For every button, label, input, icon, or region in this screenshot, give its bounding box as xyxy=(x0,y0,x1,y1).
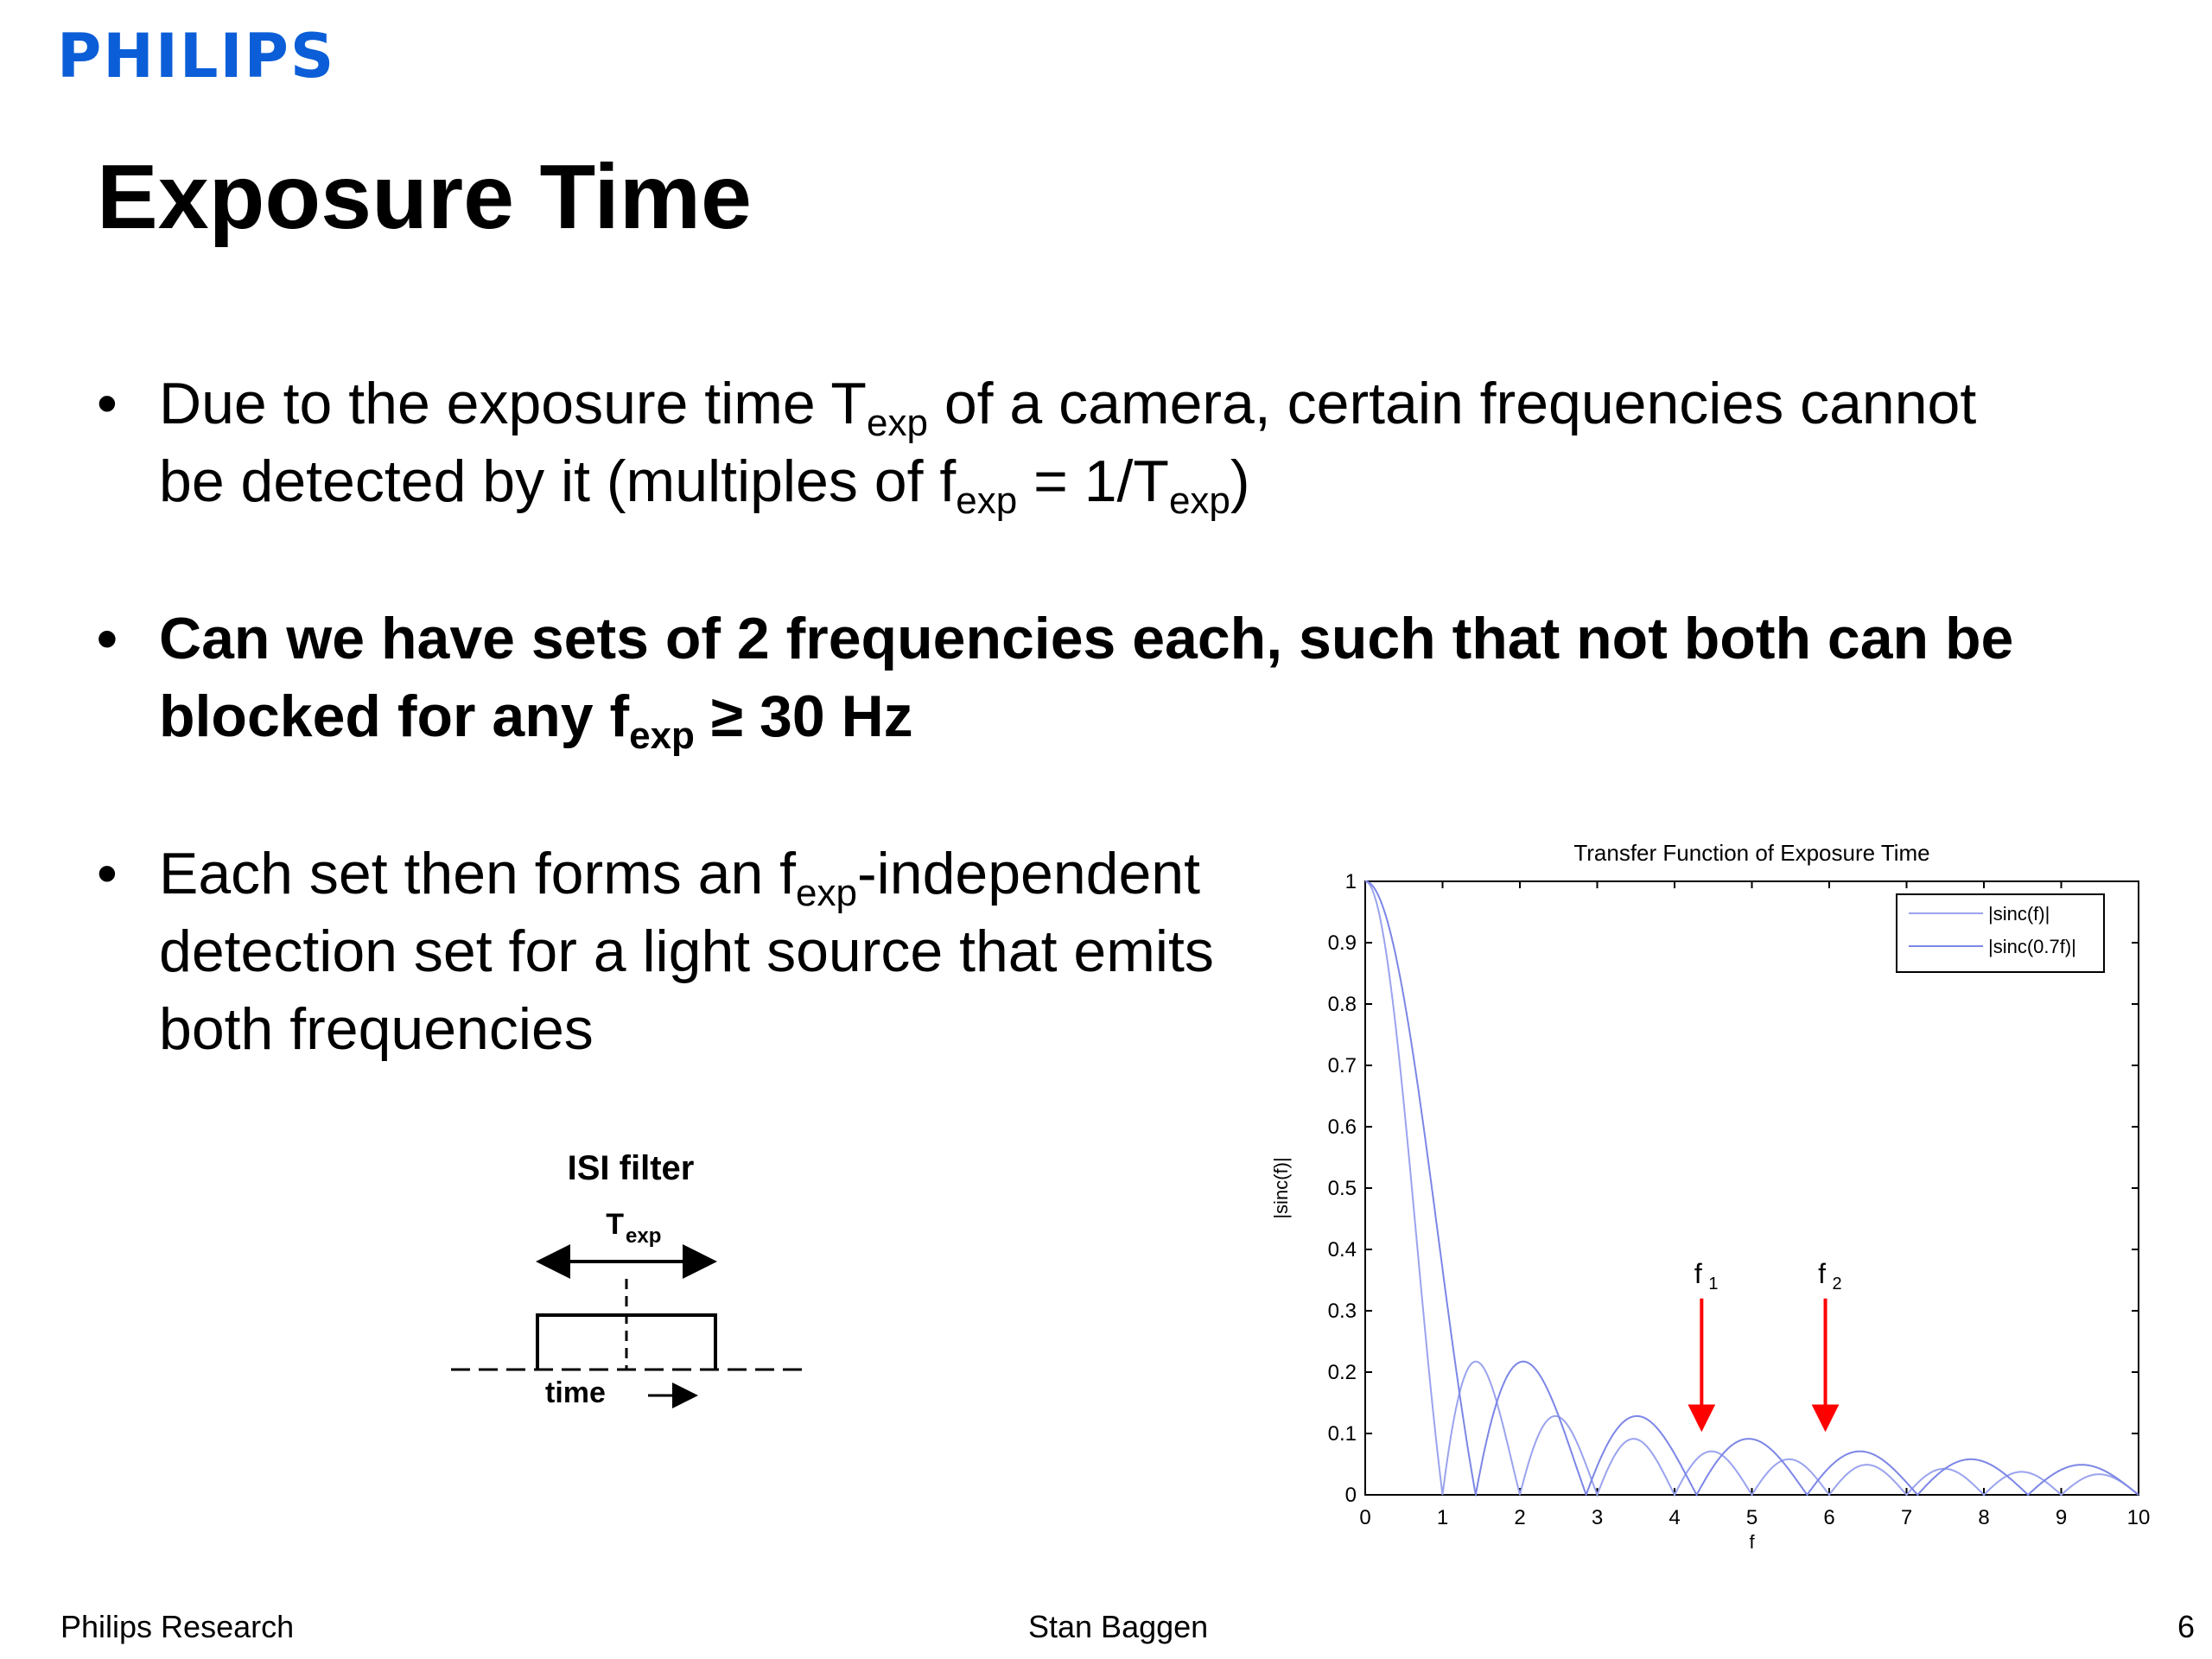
plot-frame xyxy=(1365,881,2139,1495)
marker-label: f xyxy=(1694,1258,1702,1290)
transfer-function-chart xyxy=(1262,830,2160,1564)
text-run: of a camera, certain frequencies cannot xyxy=(927,371,1977,436)
footer-page-number: 6 xyxy=(2177,1609,2196,1644)
bullet-marker: • xyxy=(97,371,118,436)
bullet-1-text xyxy=(159,365,1976,520)
series-line-0 xyxy=(1365,881,2139,1495)
bullet-3-text xyxy=(159,835,1214,1068)
series-line-1 xyxy=(1365,881,2139,1495)
marker-label: f xyxy=(1818,1258,1826,1290)
text-run: Can we have sets of 2 frequencies each, such that not both can be xyxy=(159,606,2014,671)
legend-entry: |sinc(f)| xyxy=(1988,903,2050,925)
text-run: blocked for any f xyxy=(159,683,630,749)
x-tick-label: 8 xyxy=(1978,1506,1990,1529)
isi-filter-diagram xyxy=(432,1141,830,1426)
bullet-marker: • xyxy=(97,606,118,671)
x-tick-label: 3 xyxy=(1591,1506,1604,1529)
y-tick-label: 0.1 xyxy=(1327,1422,1357,1446)
y-tick-label: 0.6 xyxy=(1327,1116,1357,1139)
time-label: time xyxy=(545,1376,606,1409)
text-run: = 1/T xyxy=(1017,448,1169,514)
y-tick-label: 0.9 xyxy=(1327,931,1357,955)
chart-title: Transfer Function of Exposure Time xyxy=(1573,840,1930,866)
x-axis-label: f xyxy=(1749,1531,1755,1553)
y-tick-label: 1 xyxy=(1344,870,1357,893)
text-run: Each set then forms an f xyxy=(159,841,797,906)
subscript: exp xyxy=(1168,480,1230,522)
x-tick-label: 2 xyxy=(1514,1506,1526,1529)
subscript: exp xyxy=(796,872,857,914)
bullet-line xyxy=(159,600,2013,677)
isi-filter-title: ISI filter xyxy=(567,1149,695,1187)
subscript: exp xyxy=(956,480,1018,522)
y-tick-label: 0.5 xyxy=(1327,1177,1357,1200)
x-tick-label: 5 xyxy=(1745,1506,1758,1529)
bullet-line xyxy=(159,990,1214,1068)
x-tick-label: 4 xyxy=(1669,1506,1681,1529)
text-run: both frequencies xyxy=(159,996,594,1062)
marker-sub: 2 xyxy=(1832,1274,1842,1294)
bullet-line xyxy=(159,442,1976,520)
x-tick-label: 6 xyxy=(1823,1506,1835,1529)
isi-t-sub: exp xyxy=(626,1224,662,1248)
text-run: detection set for a light source that emits xyxy=(159,918,1214,984)
bullet-line xyxy=(159,677,2013,755)
text-run: Due to the exposure time T xyxy=(159,371,867,436)
x-tick-label: 10 xyxy=(2126,1506,2151,1529)
text-run: ≥ 30 Hz xyxy=(694,683,913,749)
footer-organization: Philips Research xyxy=(60,1609,295,1644)
y-tick-label: 0.2 xyxy=(1327,1361,1357,1384)
y-tick-label: 0.4 xyxy=(1327,1238,1357,1262)
x-tick-label: 7 xyxy=(1900,1506,1913,1529)
bullet-2-text xyxy=(159,600,2013,755)
isi-t-label: T xyxy=(606,1208,624,1241)
y-tick-label: 0 xyxy=(1344,1484,1357,1507)
x-tick-label: 1 xyxy=(1436,1506,1449,1529)
text-run: be detected by it (multiples of f xyxy=(159,448,957,514)
y-tick-label: 0.7 xyxy=(1327,1054,1357,1077)
y-axis-label: |sinc(f)| xyxy=(1270,1157,1292,1219)
bullet-line xyxy=(159,365,1976,442)
subscript: exp xyxy=(866,402,928,444)
bullet-marker: • xyxy=(97,841,118,906)
x-tick-label: 0 xyxy=(1359,1506,1371,1529)
marker-sub: 1 xyxy=(1708,1274,1719,1294)
bullet-line xyxy=(159,835,1214,912)
x-tick-label: 9 xyxy=(2055,1506,2068,1529)
slide-title: Exposure Time xyxy=(97,146,752,248)
legend-entry: |sinc(0.7f)| xyxy=(1988,936,2076,957)
subscript: exp xyxy=(629,715,695,757)
bullet-line xyxy=(159,912,1214,990)
y-tick-label: 0.3 xyxy=(1327,1300,1357,1323)
philips-logo: PHILIPS xyxy=(57,21,336,92)
text-run: -independent xyxy=(857,841,1201,906)
y-tick-label: 0.8 xyxy=(1327,993,1357,1016)
footer-author: Stan Baggen xyxy=(1028,1609,1209,1644)
text-run: ) xyxy=(1230,448,1250,514)
